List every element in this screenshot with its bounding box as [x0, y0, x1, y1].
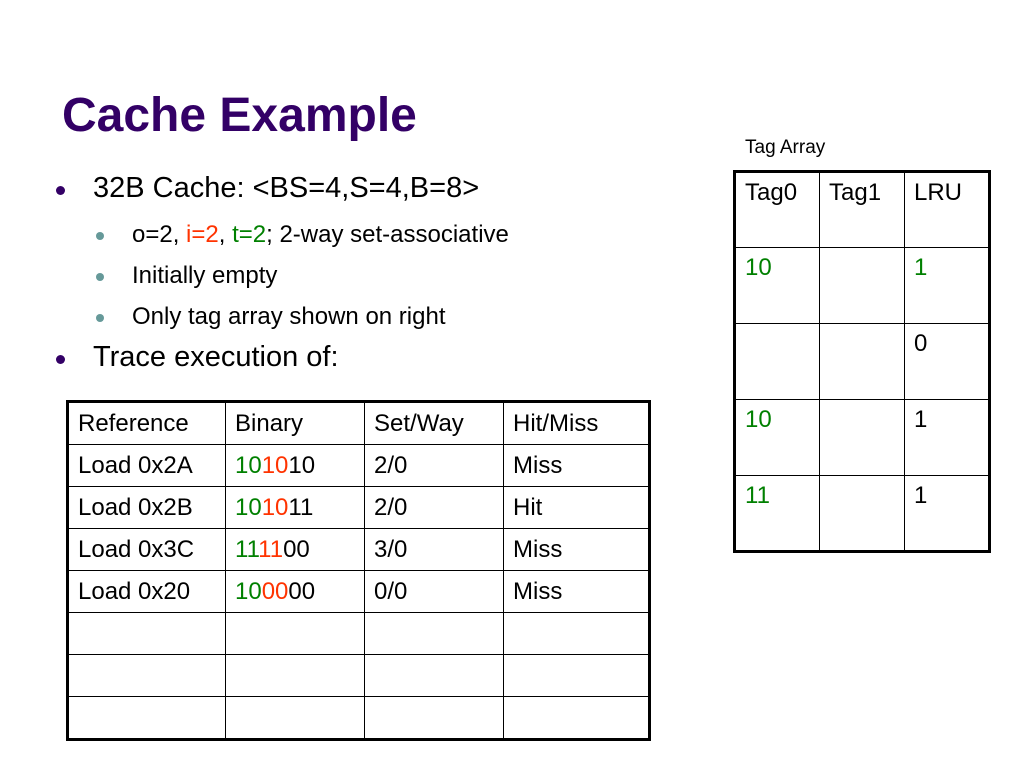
reference-cell: Load 0x2B	[68, 487, 226, 529]
bullet-dot-icon	[56, 355, 65, 364]
tag0-cell: 11	[735, 476, 820, 552]
tag-bits: 10	[235, 493, 262, 521]
set-way-cell: 2/0	[365, 445, 504, 487]
bullet-text: 32B Cache: <BS=4,S=4,B=8>	[93, 172, 480, 204]
empty-cell	[365, 697, 504, 740]
binary-cell	[226, 487, 365, 529]
column-header: Hit/Miss	[504, 402, 650, 445]
tag-header-row	[735, 172, 990, 248]
index-bits: 10	[261, 451, 289, 479]
reference-cell: Load 0x20	[68, 571, 226, 613]
assoc-text: ; 2-way set-associative	[266, 221, 509, 248]
tag1-cell	[820, 476, 905, 552]
empty-row	[68, 613, 650, 655]
empty-cell	[68, 697, 226, 740]
tag1-cell	[820, 400, 905, 476]
set-way-cell: 0/0	[365, 571, 504, 613]
slide-title: Cache Example	[62, 89, 417, 142]
hit-miss-cell: Miss	[504, 445, 650, 487]
sub-bullet-dot-icon	[96, 232, 104, 240]
empty-cell	[504, 655, 650, 697]
empty-cell	[226, 655, 365, 697]
trace-table	[66, 400, 651, 741]
tag-bits: 10	[235, 451, 262, 479]
hit-miss-cell: Hit	[504, 487, 650, 529]
tag1-cell	[820, 324, 905, 400]
empty-cell	[68, 655, 226, 697]
bullet-dot-icon	[56, 186, 65, 195]
reference-cell: Load 0x3C	[68, 529, 226, 571]
sub-bullet-dot-icon	[96, 273, 104, 281]
set-way-cell: 3/0	[365, 529, 504, 571]
table-row	[68, 529, 650, 571]
set-row	[735, 248, 990, 324]
hit-miss-cell: Miss	[504, 529, 650, 571]
tag-array-caption: Tag Array	[745, 137, 826, 158]
table-row	[68, 445, 650, 487]
lru-cell: 1	[905, 400, 990, 476]
index-bits: 10	[261, 493, 289, 521]
tag0-cell	[735, 324, 820, 400]
lru-cell: 1	[905, 248, 990, 324]
tag-bits: 11	[235, 535, 259, 563]
tag-bits: t=2	[232, 221, 267, 248]
hit-miss-cell: Miss	[504, 571, 650, 613]
sub-bullet-dot-icon	[96, 314, 104, 322]
binary-cell	[226, 571, 365, 613]
index-bits: 00	[261, 577, 289, 605]
empty-cell	[365, 655, 504, 697]
index-bits: 11	[258, 535, 284, 563]
column-header: Tag1	[820, 172, 905, 248]
tag0-cell: 10	[735, 400, 820, 476]
table-row	[68, 487, 650, 529]
empty-cell	[504, 613, 650, 655]
offset-bits: 11	[288, 493, 314, 521]
table-row	[68, 571, 650, 613]
lru-cell: 1	[905, 476, 990, 552]
sub-bullet-text: Only tag array shown on right	[132, 303, 446, 330]
empty-cell	[365, 613, 504, 655]
column-header: LRU	[905, 172, 990, 248]
index-bits: i=2	[186, 221, 219, 248]
offset-bits: 10	[288, 451, 316, 479]
empty-cell	[226, 697, 365, 740]
tag1-cell	[820, 248, 905, 324]
empty-cell	[68, 613, 226, 655]
column-header: Set/Way	[365, 402, 504, 445]
set-row	[735, 324, 990, 400]
sub-bullet-text: Initially empty	[132, 262, 278, 289]
separator: ,	[218, 221, 233, 248]
empty-cell	[504, 697, 650, 740]
table-header-row	[68, 402, 650, 445]
empty-row	[68, 697, 650, 740]
sub-bullet-text	[132, 221, 509, 249]
lru-cell: 0	[905, 324, 990, 400]
offset-bits: 00	[283, 535, 310, 563]
set-row	[735, 476, 990, 552]
empty-cell	[226, 613, 365, 655]
offset-bits: 00	[288, 577, 316, 605]
column-header: Binary	[226, 402, 365, 445]
set-row	[735, 400, 990, 476]
bullet-text: Trace execution of:	[93, 341, 339, 373]
binary-cell	[226, 445, 365, 487]
reference-cell: Load 0x2A	[68, 445, 226, 487]
tag-bits: 10	[235, 577, 262, 605]
tag0-cell: 10	[735, 248, 820, 324]
offset-bits: o=2,	[132, 221, 187, 248]
column-header: Reference	[68, 402, 226, 445]
empty-row	[68, 655, 650, 697]
tag-array-table	[733, 170, 991, 553]
set-way-cell: 2/0	[365, 487, 504, 529]
binary-cell	[226, 529, 365, 571]
column-header: Tag0	[735, 172, 820, 248]
